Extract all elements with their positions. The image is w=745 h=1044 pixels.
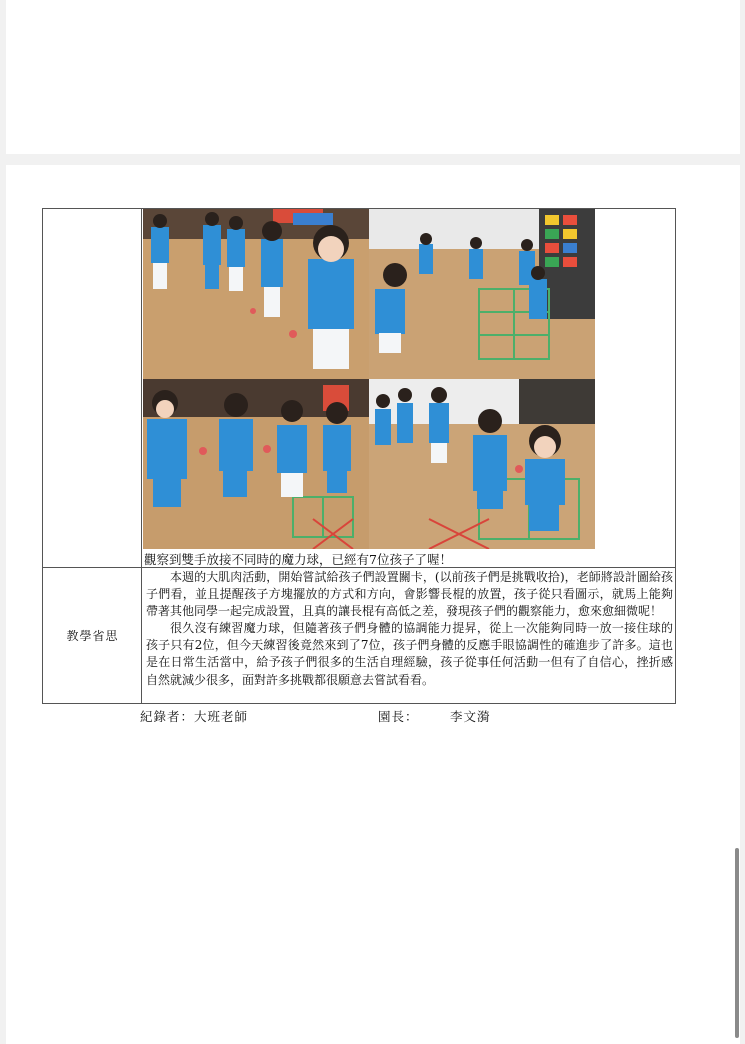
principal-label: 園長：: [378, 709, 419, 724]
photo-children-catching-balls-2: [143, 379, 369, 549]
reflection-paragraph-1: 本週的大肌肉活動，開始嘗試給孩子們設置關卡，(以前孩子們是挑戰收拾)，老師將設計圖給孩子們看，並且提醒孩子方塊擺放的方式和方向，會影響長棍的放置，孩子從只看圖示，就馬上能夠帶著其他同學一起完成設置，且真的讓長棍有高低之差，發現孩子們的觀察能力，愈來愈細微呢！: [146, 570, 673, 619]
principal-name: 李文漪: [450, 709, 491, 724]
record-table: [42, 208, 676, 704]
previous-page: [6, 0, 740, 154]
children-playing-photo-icon: [369, 209, 595, 379]
reflection-label: 教學省思: [66, 629, 119, 643]
scrollbar-thumb[interactable]: [735, 848, 739, 1038]
photo-children-on-tape-squares: [369, 379, 595, 549]
recorder-signature: 紀錄者：大班老師: [140, 709, 249, 724]
photo-grid: [143, 209, 595, 549]
photo-caption: 觀察到雙手放接不同時的魔力球，已經有7位孩子了喔！: [144, 552, 452, 567]
reflection-text: [146, 569, 673, 689]
children-playing-photo-icon: [143, 209, 369, 379]
children-playing-photo-icon: [369, 379, 595, 549]
photo-children-on-floor-grid: [369, 209, 595, 379]
photo-children-catching-balls-1: [143, 209, 369, 379]
children-playing-photo-icon: [143, 379, 369, 549]
reflection-paragraph-2: 很久沒有練習魔力球，但隨著孩子們身體的協調能力提昇，從上一次能夠同時一放一接住球的孩子只有2位，但今天練習後竟然來到了7位，孩子們身體的反應手眼協調性的確進步了許多。這也是在日常生活當中，給予孩子們很多的生活自理經驗，孩子從事任何活動一但有了自信心，挫折感自然就減少很多，面對許多挑戰都很願意去嘗試看看。: [146, 621, 673, 687]
